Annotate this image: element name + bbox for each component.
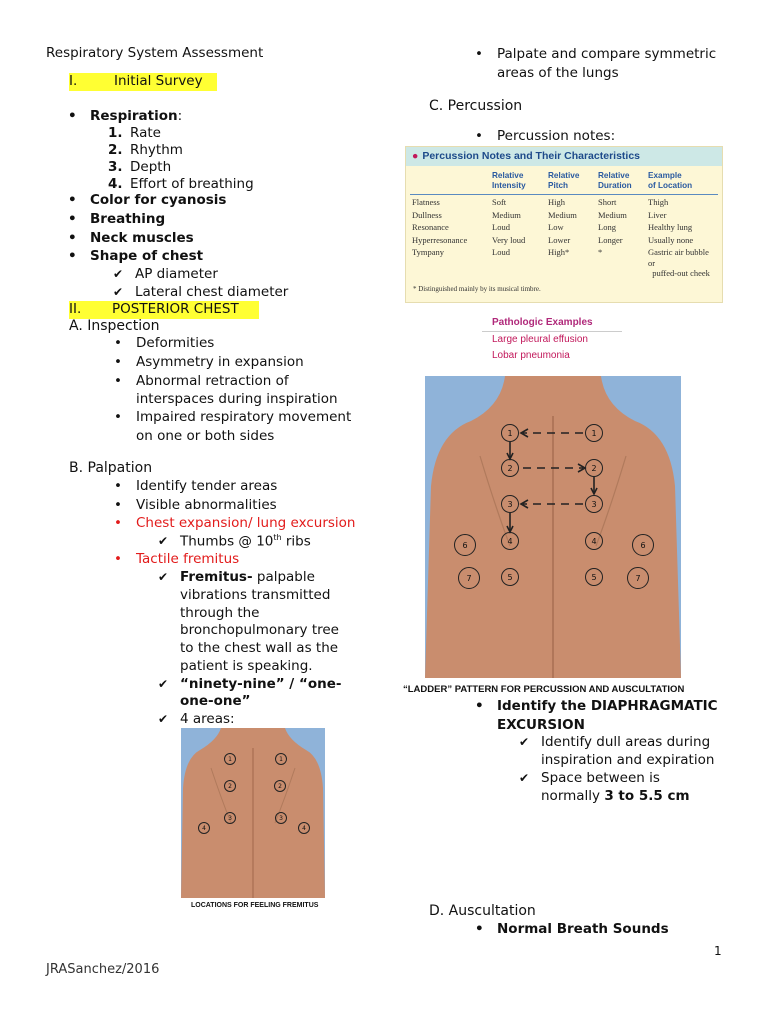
respiration-bullet xyxy=(90,108,182,124)
table-row: Resonance Loud Low Long Healthy lung xyxy=(412,222,693,232)
list-item: ✔ Fremitus- palpable xyxy=(180,569,315,585)
footer-author: JRASanchez/2016 xyxy=(46,962,160,977)
pathologic-item: Lobar pneumonia xyxy=(492,350,570,361)
ladder-spot: 5 xyxy=(585,568,603,586)
section-label: Initial Survey xyxy=(114,73,203,89)
list-item: 4. Effort of breathing xyxy=(108,176,254,192)
ladder-spot: 2 xyxy=(501,459,519,477)
ladder-spot: 6 xyxy=(454,534,476,556)
list-item: • Identify the DIAPHRAGMATIC xyxy=(497,698,718,714)
percussion-notes-table xyxy=(405,146,723,303)
pathologic-title: Pathologic Examples xyxy=(482,313,622,332)
list-item: • Abnormal retraction of xyxy=(136,373,289,389)
ladder-pattern-image xyxy=(425,376,681,678)
fremitus-spot: 4 xyxy=(298,822,310,834)
list-item: 1. Rate xyxy=(108,125,161,141)
fremitus-spot: 2 xyxy=(224,780,236,792)
list-item-continued: one-one” xyxy=(180,693,251,709)
section-posterior-chest-heading xyxy=(69,301,259,319)
fremitus-spot: 2 xyxy=(274,780,286,792)
table-row: Tympany Loud High* * Gastric air bubble or puffed-out cheek xyxy=(412,247,710,278)
list-item: • Deformities xyxy=(136,335,214,351)
ladder-spot: 3 xyxy=(585,495,603,513)
list-item: ✔ 4 areas: xyxy=(180,711,235,727)
table-header: Relative Intensity xyxy=(490,171,546,195)
ladder-spot: 3 xyxy=(501,495,519,513)
list-item-continued: EXCURSION xyxy=(497,717,585,733)
table-header-row xyxy=(410,171,718,195)
ladder-spot: 6 xyxy=(632,534,654,556)
fremitus-spot: 3 xyxy=(224,812,236,824)
table-header xyxy=(410,171,490,195)
list-item: • Breathing xyxy=(90,211,165,227)
list-item-continued: normally 3 to 5.5 cm xyxy=(541,788,690,804)
table-row: Hyperresonance Very loud Lower Longer Usually none xyxy=(412,234,694,245)
table-footnote: * Distinguished mainly by its musical timbre. xyxy=(413,285,541,293)
list-item: 3. Depth xyxy=(108,159,172,175)
fremitus-spot: 1 xyxy=(275,753,287,765)
document-title: Respiratory System Assessment xyxy=(46,45,264,61)
section-label: POSTERIOR CHEST xyxy=(112,301,239,317)
pathologic-item: Large pleural effusion xyxy=(492,334,588,345)
roman-numeral: II. xyxy=(69,301,82,317)
ladder-spot: 7 xyxy=(627,567,649,589)
respiration-colon: : xyxy=(177,108,183,124)
list-item: ✔ “ninety-nine” / “one- xyxy=(180,676,341,692)
table-row: Flatness Soft High Short Thigh xyxy=(412,197,669,207)
table-header: Example of Location xyxy=(646,171,718,195)
fremitus-spot: 1 xyxy=(224,753,236,765)
section-initial-survey-heading xyxy=(69,73,217,91)
list-item: • Asymmetry in expansion xyxy=(136,354,304,370)
ladder-spot: 4 xyxy=(585,532,603,550)
roman-numeral: I. xyxy=(69,73,78,89)
fremitus-caption: LOCATIONS FOR FEELING FREMITUS xyxy=(191,902,319,909)
list-item-continued: vibrations transmitted xyxy=(180,587,331,603)
list-item: • Neck muscles xyxy=(90,230,194,246)
ladder-spot: 5 xyxy=(501,568,519,586)
list-item: • Shape of chest xyxy=(90,248,203,264)
list-item: • Normal Breath Sounds xyxy=(497,921,669,937)
table-row: Dullness Medium Medium Medium Liver xyxy=(412,209,667,220)
fremitus-spot: 4 xyxy=(198,822,210,834)
list-item: ✔ Space between is xyxy=(541,770,660,786)
list-item-continued: inspiration and expiration xyxy=(541,752,715,768)
list-item-continued: to the chest wall as the xyxy=(180,640,339,656)
list-item: • Palpate and compare symmetric xyxy=(497,46,716,62)
fremitus-spot: 3 xyxy=(275,812,287,824)
percussion-heading: C. Percussion xyxy=(429,98,523,114)
list-item: ✔ Lateral chest diameter xyxy=(135,284,288,300)
ladder-spot: 1 xyxy=(585,424,603,442)
list-item-continued: areas of the lungs xyxy=(497,65,619,81)
list-item-red: • Chest expansion/ lung excursion xyxy=(136,515,355,531)
list-item: • Visible abnormalities xyxy=(136,497,277,513)
inspection-heading: A. Inspection xyxy=(69,318,160,334)
back-illustration xyxy=(181,728,325,898)
list-item: • Percussion notes: xyxy=(497,128,615,144)
list-item-continued: on one or both sides xyxy=(136,428,275,444)
table-header: Relative Pitch xyxy=(546,171,596,195)
list-item: • Color for cyanosis xyxy=(90,192,226,208)
respiration-label: Respiration xyxy=(90,108,178,124)
auscultation-heading: D. Auscultation xyxy=(429,903,536,919)
list-item: 2. Rhythm xyxy=(108,142,183,158)
ladder-caption: “LADDER” PATTERN FOR PERCUSSION AND AUSCULTATION xyxy=(403,684,685,695)
table-header: Relative Duration xyxy=(596,171,646,195)
table-title: ● Percussion Notes and Their Characteristics xyxy=(406,147,722,166)
list-item: ✔ AP diameter xyxy=(135,266,218,282)
pathologic-examples-box xyxy=(482,313,622,371)
fremitus-locations-image xyxy=(181,728,325,898)
list-item-continued: bronchopulmonary tree xyxy=(180,622,339,638)
back-illustration xyxy=(425,376,681,678)
ladder-spot: 7 xyxy=(458,567,480,589)
palpation-heading: B. Palpation xyxy=(69,460,153,476)
list-item-continued: patient is speaking. xyxy=(180,658,313,674)
ladder-spot: 1 xyxy=(501,424,519,442)
list-item-continued: through the xyxy=(180,605,260,621)
list-item-red: • Tactile fremitus xyxy=(136,551,239,567)
list-item: ✔ Thumbs @ 10th ribs xyxy=(180,533,311,550)
list-item: • Impaired respiratory movement xyxy=(136,409,351,425)
list-item: ✔ Identify dull areas during xyxy=(541,734,710,750)
bullet-dot-icon: ● xyxy=(412,150,419,162)
ladder-spot: 4 xyxy=(501,532,519,550)
list-item-continued: interspaces during inspiration xyxy=(136,391,338,407)
list-item: • Identify tender areas xyxy=(136,478,277,494)
page-number: 1 xyxy=(714,944,722,958)
ladder-spot: 2 xyxy=(585,459,603,477)
